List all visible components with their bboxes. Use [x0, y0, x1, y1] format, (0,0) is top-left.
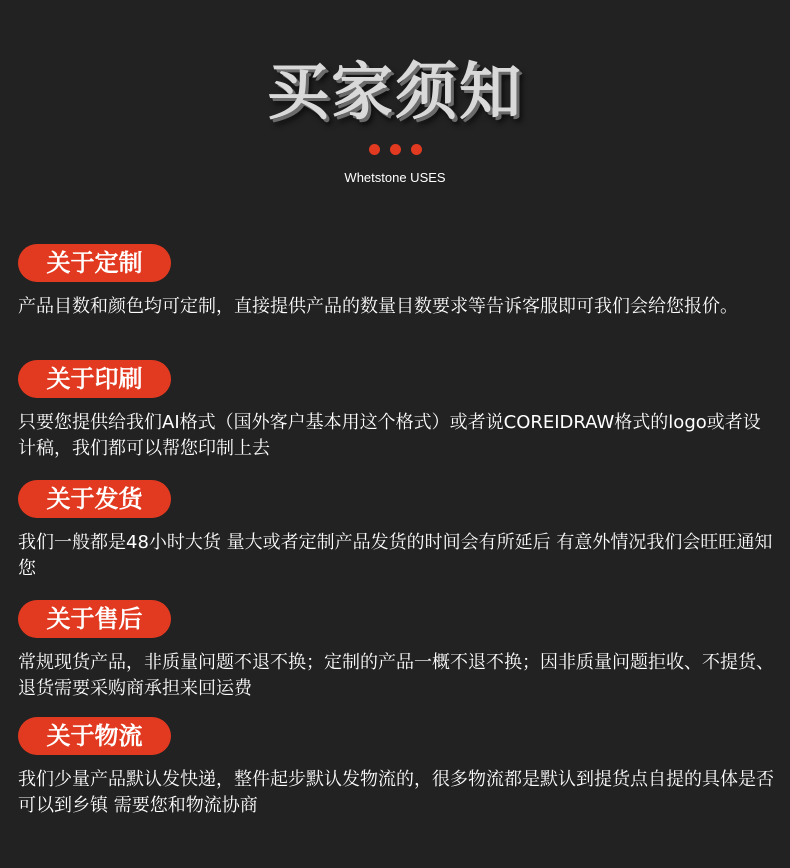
section-heading-badge: 关于定制	[18, 244, 171, 282]
section-heading-badge: 关于印刷	[18, 360, 171, 398]
section-printing	[18, 360, 778, 462]
decorative-dots	[0, 144, 790, 155]
section-heading-badge: 关于发货	[18, 480, 171, 518]
section-text: 我们少量产品默认发快递，整件起步默认发物流的，很多物流都是默认到提货点自提的具体是否可以到乡镇 需要您和物流协商	[18, 769, 774, 816]
section-shipping	[18, 480, 778, 582]
section-text: 常规现货产品，非质量问题不退不换；定制的产品一概不退不换；因非质量问题拒收、不提货、退货需要采购商承担来回运费	[18, 652, 774, 699]
section-after-sales	[18, 600, 778, 702]
section-text: 只要您提供给我们AI格式（国外客户基本用这个格式）或者说COREIDRAW格式的logo或者设计稿，我们都可以帮您印制上去	[18, 412, 761, 459]
section-text: 我们一般都是48小时大货 量大或者定制产品发货的时间会有所延后 有意外情况我们会旺旺通知您	[18, 532, 773, 579]
dot-icon	[411, 144, 422, 155]
page-title: 买家须知	[266, 55, 523, 128]
page-subtitle: Whetstone USES	[344, 170, 446, 185]
dot-icon	[369, 144, 380, 155]
section-heading-badge: 关于物流	[18, 717, 171, 755]
section-heading-badge: 关于售后	[18, 600, 171, 638]
section-logistics	[18, 717, 778, 819]
section-customization	[18, 244, 778, 320]
section-text: 产品目数和颜色均可定制，直接提供产品的数量目数要求等告诉客服即可我们会给您报价。	[18, 296, 738, 317]
dot-icon	[390, 144, 401, 155]
